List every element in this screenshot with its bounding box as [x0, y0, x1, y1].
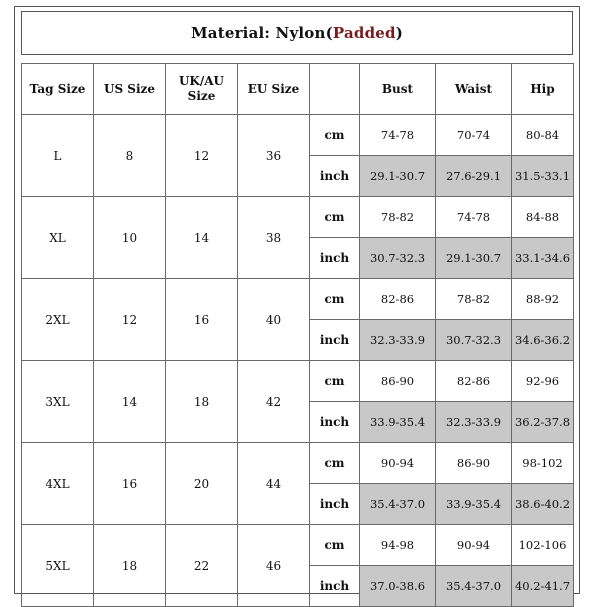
bust-cm-cell: 90-94 [360, 443, 436, 484]
tag-size-cell: 5XL [22, 525, 94, 607]
bust-inch-cell: 30.7-32.3 [360, 238, 436, 279]
hip-cm-cell: 80-84 [512, 115, 574, 156]
unit-cm-label: cm [310, 279, 360, 320]
bust-inch-cell: 35.4-37.0 [360, 484, 436, 525]
waist-cm-cell: 86-90 [436, 443, 512, 484]
tag-size-cell: 4XL [22, 443, 94, 525]
tag-size-cell: 3XL [22, 361, 94, 443]
size-chart-sheet [14, 6, 580, 594]
waist-cm-cell: 90-94 [436, 525, 512, 566]
waist-inch-cell: 27.6-29.1 [436, 156, 512, 197]
header-tag-size: Tag Size [22, 64, 94, 115]
bust-cm-cell: 94-98 [360, 525, 436, 566]
header-eu-size: EU Size [238, 64, 310, 115]
size-table [21, 63, 574, 607]
header-row [22, 64, 574, 115]
unit-cm-label: cm [310, 525, 360, 566]
header-uk-au-size: UK/AU Size [166, 64, 238, 115]
waist-cm-cell: 70-74 [436, 115, 512, 156]
header-bust: Bust [360, 64, 436, 115]
us-size-cell: 12 [94, 279, 166, 361]
bust-inch-cell: 33.9-35.4 [360, 402, 436, 443]
unit-inch-label: inch [310, 484, 360, 525]
unit-cm-label: cm [310, 115, 360, 156]
us-size-cell: 10 [94, 197, 166, 279]
us-size-cell: 18 [94, 525, 166, 607]
uk-au-size-cell: 12 [166, 115, 238, 197]
hip-cm-cell: 84-88 [512, 197, 574, 238]
title-emphasis: Padded [332, 24, 396, 42]
waist-cm-cell: 78-82 [436, 279, 512, 320]
hip-cm-cell: 88-92 [512, 279, 574, 320]
tag-size-cell: L [22, 115, 94, 197]
header-us-size: US Size [94, 64, 166, 115]
waist-inch-cell: 32.3-33.9 [436, 402, 512, 443]
bust-cm-cell: 82-86 [360, 279, 436, 320]
bust-cm-cell: 86-90 [360, 361, 436, 402]
unit-inch-label: inch [310, 566, 360, 607]
header-waist: Waist [436, 64, 512, 115]
hip-cm-cell: 92-96 [512, 361, 574, 402]
hip-inch-cell: 33.1-34.6 [512, 238, 574, 279]
uk-au-size-cell: 20 [166, 443, 238, 525]
waist-inch-cell: 33.9-35.4 [436, 484, 512, 525]
tag-size-cell: 2XL [22, 279, 94, 361]
header-unit [310, 64, 360, 115]
table-row-cm [22, 197, 574, 238]
hip-inch-cell: 38.6-40.2 [512, 484, 574, 525]
eu-size-cell: 42 [238, 361, 310, 443]
uk-au-size-cell: 18 [166, 361, 238, 443]
hip-cm-cell: 102-106 [512, 525, 574, 566]
waist-cm-cell: 74-78 [436, 197, 512, 238]
bust-inch-cell: 37.0-38.6 [360, 566, 436, 607]
unit-inch-label: inch [310, 156, 360, 197]
bust-inch-cell: 32.3-33.9 [360, 320, 436, 361]
title-suffix: ) [395, 24, 404, 42]
title-prefix: Material: Nylon( [190, 24, 333, 42]
table-row-cm [22, 525, 574, 566]
table-row-cm [22, 443, 574, 484]
us-size-cell: 8 [94, 115, 166, 197]
hip-inch-cell: 40.2-41.7 [512, 566, 574, 607]
waist-cm-cell: 82-86 [436, 361, 512, 402]
uk-au-size-cell: 14 [166, 197, 238, 279]
tag-size-cell: XL [22, 197, 94, 279]
unit-cm-label: cm [310, 197, 360, 238]
eu-size-cell: 36 [238, 115, 310, 197]
table-row-cm [22, 361, 574, 402]
hip-cm-cell: 98-102 [512, 443, 574, 484]
bust-cm-cell: 78-82 [360, 197, 436, 238]
material-title [21, 11, 573, 55]
table-row-cm [22, 279, 574, 320]
us-size-cell: 16 [94, 443, 166, 525]
unit-cm-label: cm [310, 443, 360, 484]
waist-inch-cell: 29.1-30.7 [436, 238, 512, 279]
us-size-cell: 14 [94, 361, 166, 443]
waist-inch-cell: 35.4-37.0 [436, 566, 512, 607]
bust-cm-cell: 74-78 [360, 115, 436, 156]
bust-inch-cell: 29.1-30.7 [360, 156, 436, 197]
uk-au-size-cell: 16 [166, 279, 238, 361]
eu-size-cell: 44 [238, 443, 310, 525]
unit-inch-label: inch [310, 402, 360, 443]
hip-inch-cell: 36.2-37.8 [512, 402, 574, 443]
unit-cm-label: cm [310, 361, 360, 402]
table-row-cm [22, 115, 574, 156]
waist-inch-cell: 30.7-32.3 [436, 320, 512, 361]
eu-size-cell: 38 [238, 197, 310, 279]
unit-inch-label: inch [310, 320, 360, 361]
uk-au-size-cell: 22 [166, 525, 238, 607]
eu-size-cell: 40 [238, 279, 310, 361]
eu-size-cell: 46 [238, 525, 310, 607]
unit-inch-label: inch [310, 238, 360, 279]
header-hip: Hip [512, 64, 574, 115]
hip-inch-cell: 34.6-36.2 [512, 320, 574, 361]
hip-inch-cell: 31.5-33.1 [512, 156, 574, 197]
